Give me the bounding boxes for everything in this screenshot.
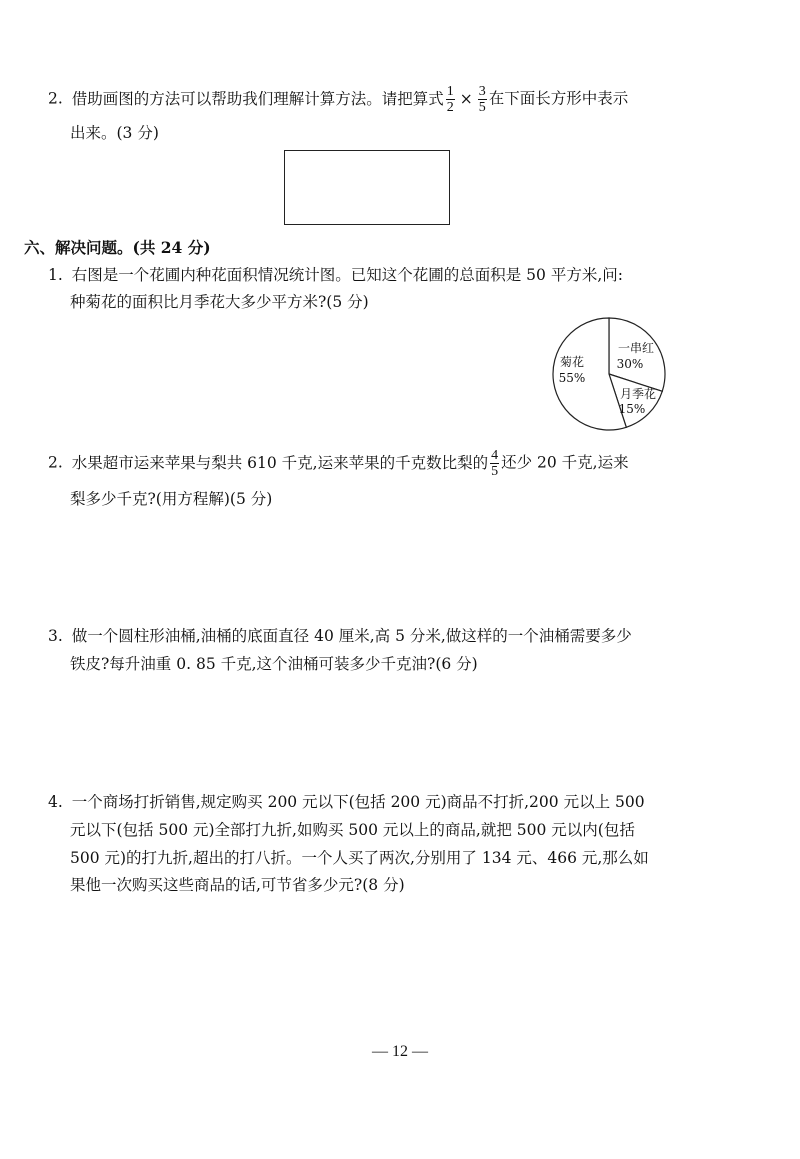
q2-frac1-numerator: 1 [446, 84, 454, 99]
p2-number: 2. [48, 453, 63, 472]
answer-rectangle[interactable] [284, 150, 450, 225]
q2-frac2-denominator: 5 [478, 100, 486, 115]
p2-text-before: 水果超市运来苹果与梨共 610 千克,运来苹果的千克数比梨的 [71, 453, 489, 472]
pie-value-菊花: 55% [558, 371, 586, 385]
p1-number: 1. [48, 266, 63, 284]
p2-frac-denominator: 5 [491, 464, 499, 479]
p1-line2: 种菊花的面积比月季花大多少平方米?(5 分) [70, 293, 369, 311]
p3-number: 3. [48, 627, 63, 645]
p4-number: 4. [48, 793, 63, 811]
q2-line1 [48, 84, 628, 115]
q2-line2: 出来。(3 分) [70, 124, 159, 142]
p2-line1 [48, 448, 629, 479]
p1-text-line1: 右图是一个花圃内种花面积情况统计图。已知这个花圃的总面积是 50 平方米,问: [71, 266, 623, 284]
pie-label-月季花: 月季花 [619, 387, 657, 401]
p3-line1 [48, 624, 632, 648]
section-heading: 六、解决问题。(共 24 分) [24, 238, 211, 257]
q2-fraction-1 [446, 84, 455, 115]
pie-value-一串红: 30% [616, 357, 644, 371]
q2-number: 2. [48, 89, 63, 108]
p4-line4: 果他一次购买这些商品的话,可节省多少元?(8 分) [70, 876, 405, 894]
pie-chart [548, 316, 672, 436]
p2-text-after: 还少 20 千克,运来 [501, 453, 629, 472]
pie-label-一串红: 一串红 [617, 341, 655, 355]
p3-line2: 铁皮?每升油重 0. 85 千克,这个油桶可装多少千克油?(6 分) [70, 655, 478, 673]
p4-line1 [48, 790, 645, 814]
p2-fraction [490, 448, 499, 479]
pie-value-月季花: 15% [618, 402, 646, 416]
p4-line3: 500 元)的打九折,超出的打八折。一个人买了两次,分别用了 134 元、466 元,那么如 [70, 849, 649, 867]
q2-fraction-2 [478, 84, 487, 115]
p1-line1 [48, 263, 623, 287]
q2-times-sign: × [459, 89, 473, 108]
p3-text-line1: 做一个圆柱形油桶,油桶的底面直径 40 厘米,高 5 分米,做这样的一个油桶需要多少 [71, 627, 632, 645]
p2-line2: 梨多少千克?(用方程解)(5 分) [70, 490, 273, 508]
q2-frac2-numerator: 3 [478, 84, 486, 99]
p4-line2: 元以下(包括 500 元)全部打九折,如购买 500 元以上的商品,就把 500 元以内(包括 [70, 821, 635, 839]
p4-text-line1: 一个商场打折销售,规定购买 200 元以下(包括 200 元)商品不打折,200 元以上 500 [71, 793, 645, 811]
page-number: — 12 — [372, 1043, 428, 1060]
q2-text-before: 借助画图的方法可以帮助我们理解计算方法。请把算式 [71, 89, 444, 108]
q2-frac1-denominator: 2 [446, 100, 454, 115]
pie-label-菊花: 菊花 [559, 355, 585, 369]
q2-text-after: 在下面长方形中表示 [488, 89, 629, 108]
p2-frac-numerator: 4 [491, 448, 499, 463]
